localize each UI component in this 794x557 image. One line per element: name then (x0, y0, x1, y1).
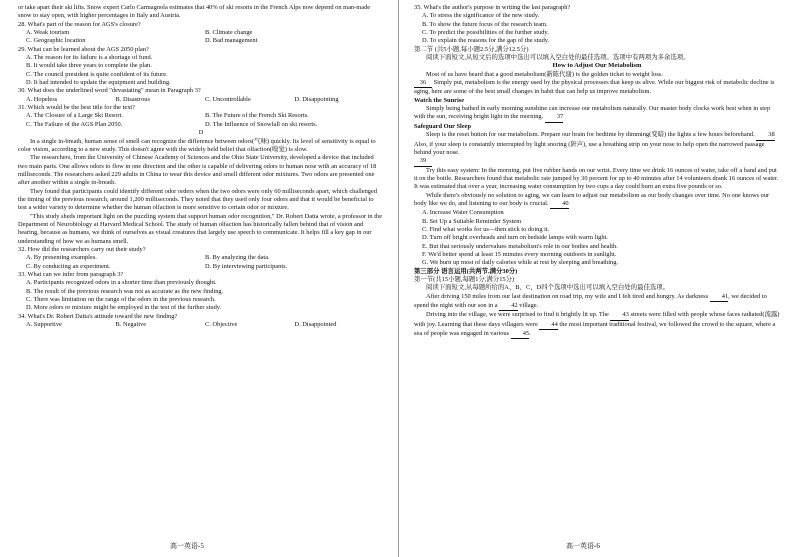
metabolism-para-4: Try this easy system: In the morning, put five rubber hands on our wrist. Every time we drink 16 ounces of water, take off a band and put it on the bottle. Researchers found that metabolic rate jumped by 30 percent for up to 40 minutes after 14 volunteers drank 16 ounces of water. It was estimated that over a year, increasing water consumption by two cups a day could burn an extra five pounds or so. (414, 166, 779, 191)
q35-option-c[interactable]: C. To predict the possibilities of the further study. (422, 29, 549, 37)
passage-d-para-1: In a single in-breath, human sense of smell can recognize the difference between odors(气味) quickly. Its level of sensitivity is equal to color vision, according to a new study. This doesn't agree with the widely held belief that olfaction(嗅觉) is slow. (18, 137, 376, 153)
metabolism-para-2-text: Simply being bathed in early morning sunshine can increase our metabolism naturally. Our master body clocks work best when in step with the sun, receiving bright light in the morning. (414, 105, 771, 121)
part-3-instructions: 阅读下面短文,从每题所给的A、B、C、D四个选项中选出可以填入空白处的最佳选项。 (426, 284, 670, 292)
cloze-para-2b: streets were filled with people whose faces radiated(流露) with joy. Learning that these days villagers were (414, 311, 780, 328)
choice-f[interactable]: F. We'd better spend at least 15 minutes every morning outdoors in sunlight. (422, 250, 617, 258)
q29-option-b[interactable]: B. It would take three years to complete the plan. (26, 62, 152, 70)
choice-b[interactable]: B. Set Up a Suitable Reminder System (422, 217, 522, 225)
q31-options-ab (18, 112, 384, 120)
q33-stem: 33. What can we infer from paragraph 3? (18, 271, 124, 278)
part-3-heading: 第三部分 语言运用(共两节,满分30分) (414, 267, 518, 275)
q34-options (18, 321, 384, 329)
blank-39-line (414, 157, 780, 166)
q29-option-c[interactable]: C. The council president is quite confident of its future. (26, 70, 168, 78)
q35-option-b[interactable]: B. To show the future focus of the research team. (422, 20, 548, 28)
q34-option-b[interactable]: B. Negative (115, 321, 147, 329)
blank-44[interactable]: 44 (539, 321, 557, 330)
metabolism-para-3a-text: Sleep is the reset button for our metabolism. Prepare our brain for bedtime by dimming(变暗) the lights a few hours beforehand. (426, 131, 755, 139)
metabolism-para-5 (414, 192, 780, 210)
cloze-para-1a: After driving 150 miles from our last destination on road trip, my wife and I felt tired and hungry. As darkness (426, 292, 709, 300)
choice-c[interactable]: C. Find what works for us—then stick to doing it. (422, 225, 550, 233)
q33-option-b[interactable]: B. The result of the previous research was not as accurate as the new finding. (26, 287, 224, 295)
metabolism-para-1a: Most of us have heard that a good metabolism(新陈代谢) is the golden ticket to weight loss. (426, 70, 663, 78)
q28-options-ab (18, 29, 384, 37)
blank-39[interactable]: 39 (414, 157, 432, 166)
q34-option-c[interactable]: C. Objective (205, 321, 238, 329)
passage-d-para-2: The researchers, from the University of Chinese Academy of Sciences and the Ohio State University, developed a device that included two main parts. One allows odors to flow in one direction and the other is capable of delivering odors to human nose with an accuracy of 18 milliseconds. The researchers asked 229 adults in China to wear this device and smell different odor mixtures. Two odors are presented one after another within a single in-breath. (18, 154, 377, 187)
right-page (414, 4, 780, 339)
passage-title: How to Adjust Our Metabolism (552, 62, 642, 70)
q33-option-c[interactable]: C. There was limitation on the range of the odors in the previous research. (26, 296, 216, 304)
q35-stem: 35. What's the author's purpose in writing the last paragraph? (414, 4, 571, 11)
blank-45[interactable]: 45 (511, 330, 529, 339)
metabolism-para-2 (414, 105, 780, 123)
q33-option-d[interactable]: D. More odors or mixture might be employed in the test of the further study. (26, 304, 222, 312)
q32-options-cd (18, 263, 384, 271)
q31-option-a[interactable]: A. The Closure of a Large Ski Resort. (26, 112, 123, 120)
cloze-para-2 (414, 311, 780, 339)
q29-option-d[interactable]: D. It had intended to update the equipment and building. (26, 79, 171, 87)
q31-option-d[interactable]: D. The Influence of Snowfall on ski resorts. (205, 120, 318, 128)
left-page (18, 4, 384, 329)
choice-a[interactable]: A. Increase Water Consumption (422, 209, 504, 217)
metabolism-para-5-text: While there's obviously no solution to aging, we can learn to adjust our metabolism as our body changes over time. No one knows our body like we do, and listening to our body is crucial. (414, 191, 770, 207)
q28-option-b[interactable]: B. Climate change (205, 29, 253, 37)
q35-option-d[interactable]: D. To explain the reasons for the gap of the study. (422, 37, 550, 45)
q30-option-a[interactable]: A. Hopeless (26, 95, 58, 103)
q32-option-c[interactable]: C. By conducting an experiment. (26, 262, 111, 270)
q30-option-d[interactable]: D. Disappointing (294, 95, 339, 103)
q31-option-c[interactable]: C. The Failure of the AGS Plan 2050. (26, 120, 123, 128)
blank-38[interactable]: 38 (756, 131, 774, 140)
q28-stem: 28. What's part of the reason for AGS's closure? (18, 20, 141, 28)
q31-option-b[interactable]: B. The Future of the French Ski Resorts. (205, 112, 309, 120)
passage-d-para-4: "This study sheds important light on the puzzling system that support human odor recognition," Dr. Robert Datta wrote, a professor in the Department of Neurobiology at Harvard Medical School. The study of human olfaction has historically fallen behind that of vision and hearing, because as humans, we think of ourselves as visual creatures that largely use speech to communicate. It helps fill a key gap in our understanding of how we as humans smell. (18, 212, 383, 245)
choice-d[interactable]: D. Turn off bright overheads and turn on bedside lamps with warm light. (422, 234, 608, 242)
q32-option-d[interactable]: D. By interviewing participants. (205, 262, 288, 270)
section-2-heading: 第二节 (共5小题,每小题2.5分,满分12.5分) (414, 45, 529, 53)
q28-option-d[interactable]: D. Bad management (205, 37, 258, 45)
q29-option-a[interactable]: A. The reason for its failure is a shortage of fund. (26, 54, 153, 62)
blank-37[interactable]: 37 (545, 113, 563, 122)
q29-stem: 29. What can be learned about the AGS 2050 plan? (18, 45, 149, 53)
blank-41[interactable]: 41 (710, 293, 728, 302)
cloze-para-1c: village. (519, 302, 539, 310)
q28-option-a[interactable]: A. Weak tourism (26, 29, 70, 37)
q30-option-c[interactable]: C. Uncontrollable (205, 95, 251, 103)
passage-d-para-3: They found that participants could identify different odor orders when the two odors were only 60 milliseconds apart, which challenged the timing of the previous research, around 1,200 milliseconds. They noted that they used only four odors and that it would be beneficial to test a wider variety to determine whether the human olfaction is more sensitive to certain odor or mixture. (18, 187, 378, 212)
metabolism-para-3b-text: Also, if your sleep is constantly interrupted by light snoring (鼾声), use a breathing strip on your nose to help open the narrowed passage behind your nose. (414, 140, 765, 156)
q32-options-ab (18, 254, 384, 262)
blank-40[interactable]: 40 (550, 200, 568, 209)
cloze-para-1b: , we decided to spend the night with our son in a (414, 292, 767, 310)
q30-options (18, 96, 384, 104)
choice-e[interactable]: E. But that seriously undervalues metabolism's role in our bodies and health. (422, 242, 618, 250)
choice-g[interactable]: G. We burn up most of daily calories while at rest by sleeping and breathing. (422, 259, 619, 267)
q34-option-d[interactable]: D. Disappointed (294, 321, 337, 329)
q32-option-a[interactable]: A. By presenting examples. (26, 254, 97, 262)
blank-42[interactable]: 42 (499, 302, 517, 311)
q34-stem: 34. What's Dr. Robert Datta's attitude toward the new finding? (18, 312, 178, 320)
q32-option-b[interactable]: B. By analyzing the data. (205, 254, 270, 262)
subheading-sleep: Safeguard Our Sleep (414, 122, 472, 130)
section-d-label: D (198, 129, 204, 137)
cloze-para-1 (414, 293, 780, 312)
q31-stem: 31. Which would be the best title for the text? (18, 104, 136, 112)
right-page-footer: 高一英语-6 (566, 542, 600, 550)
metabolism-para-3 (414, 131, 780, 157)
part-3-section-1-heading: 第一节(共15小题,每题1分,满分15分) (414, 276, 515, 283)
cloze-para-2c: the most important traditional festival, we followed the crowd to the square, where a sea of people was engaged in various (414, 320, 776, 338)
q35-option-a[interactable]: A. To stress the significance of the new study. (422, 12, 540, 20)
q30-option-b[interactable]: B. Disastrous (115, 95, 150, 103)
passage-c-ending: or take apart their ski lifts. Snow expert Carlo Carmagnola estimates that 40% of ski resorts in the French Alps now depend on man-made snow to stay open, with higher percentages in Italy and Austria. (18, 4, 371, 20)
blank-43[interactable]: 43 (610, 311, 628, 320)
q32-stem: 32. How did the researchers carry out their study? (18, 245, 146, 253)
cloze-para-2a: Driving into the village, we were surprised to find it brightly lit up. The (426, 311, 609, 319)
subheading-sunrise: Watch the Sunrise (414, 96, 465, 104)
page-divider (398, 0, 399, 557)
left-page-footer: 高一英语-5 (170, 542, 204, 550)
q28-options-cd (18, 37, 384, 45)
q31-options-cd (18, 121, 384, 129)
section-2-instructions: 阅读下面短文,从短文后的选项中选出可以填入空白处的最佳选项。选项中有两项为多余选项。 (426, 54, 690, 62)
metabolism-para-1b-text: Simply put, metabolism is the energy used by the physical processes that keep us alive. While our biggest risk of metabolic decline is aging, here are some of the best small changes in habit that can help us improve metabolism. (414, 79, 775, 96)
cloze-para-2d: . (529, 330, 531, 338)
q28-option-c[interactable]: C. Geographic location (26, 37, 86, 45)
q30-stem: 30. What does the underlined word "devastating" mean in Paragraph 3? (18, 87, 201, 95)
q34-option-a[interactable]: A. Supportive (26, 321, 62, 329)
q33-option-a[interactable]: A. Participants recognized odors in a shorter time than previously thought. (26, 279, 217, 287)
blank-36[interactable]: 36 (414, 79, 432, 88)
metabolism-para-1b (414, 79, 780, 97)
